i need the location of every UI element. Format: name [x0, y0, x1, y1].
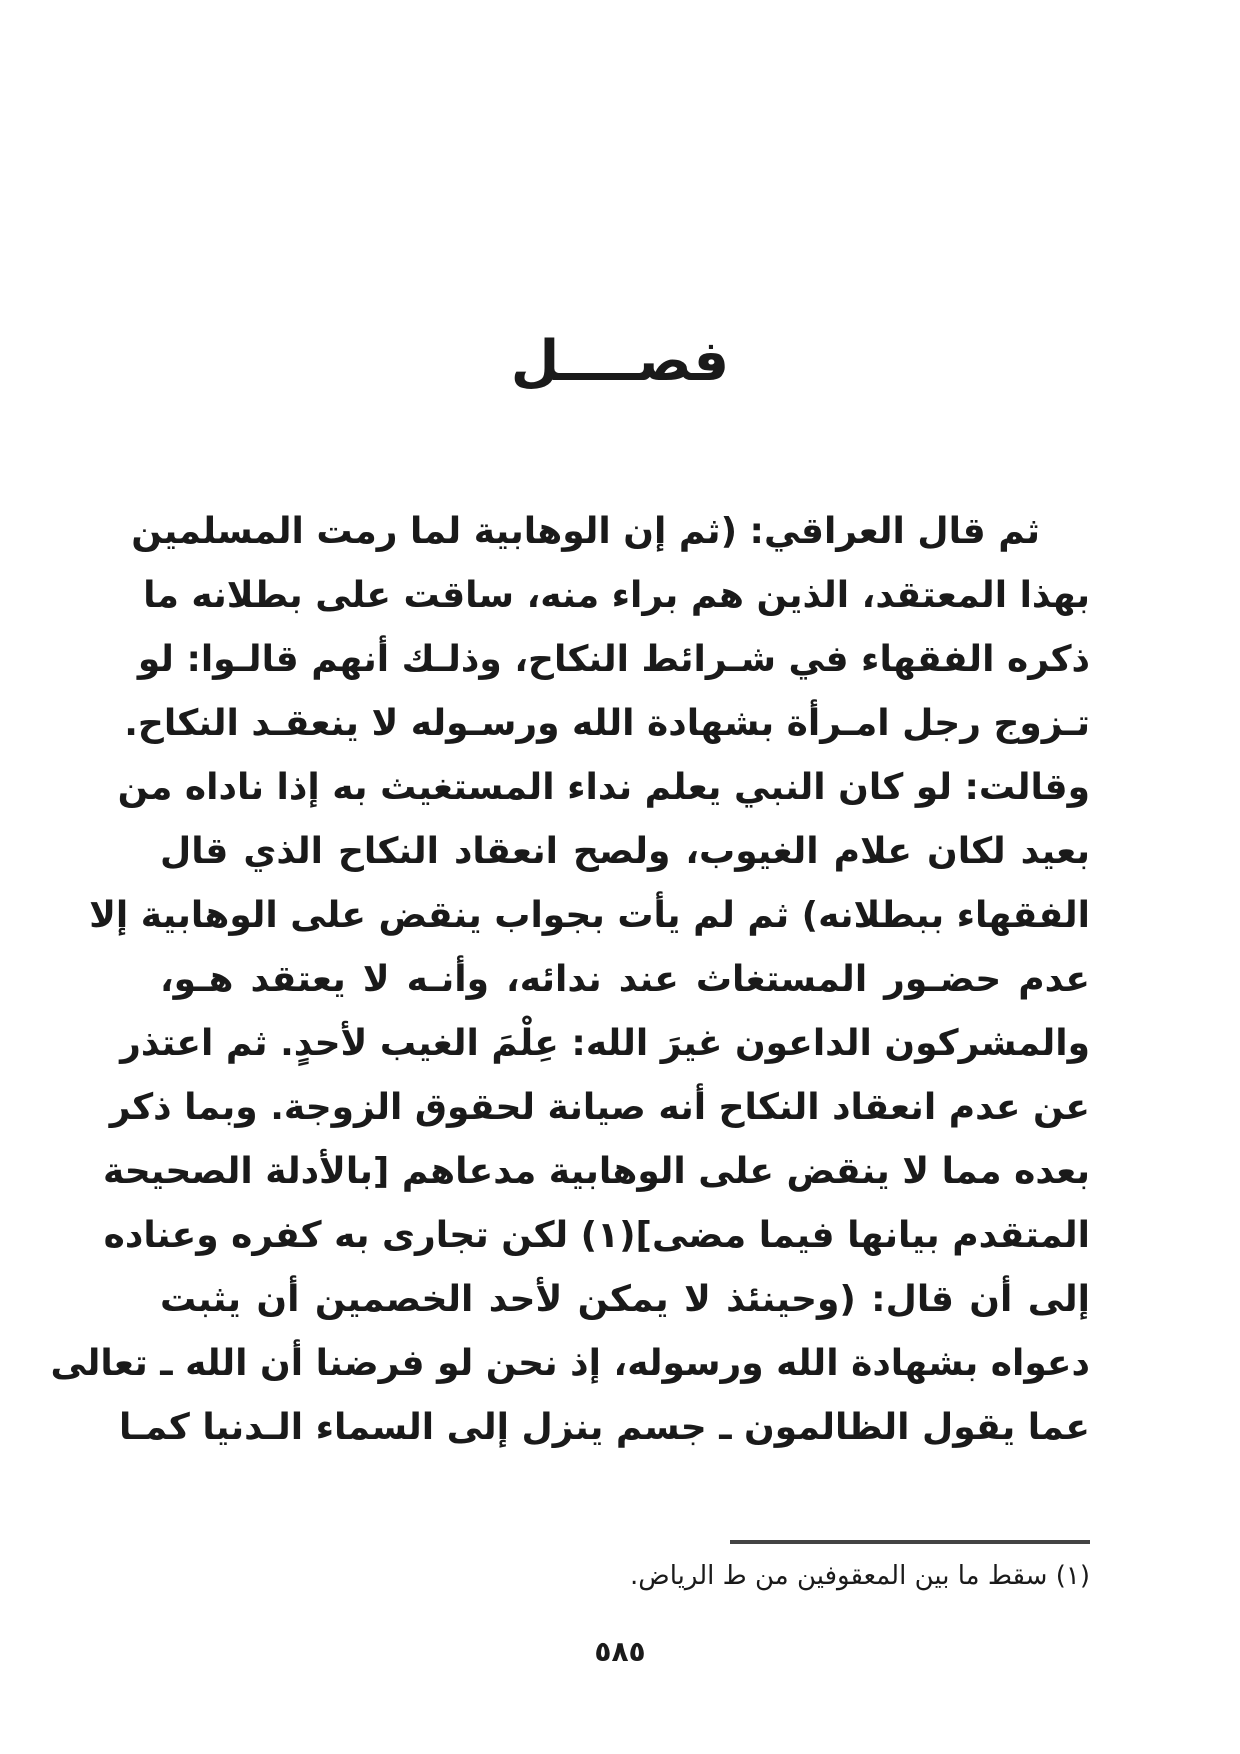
body-line: عما يقول الظالمون ـ جسم ينزل إلى السماء الـدنيا كمـا	[118, 1407, 1090, 1448]
section-heading: فصــــل	[510, 329, 730, 394]
footnote-separator	[730, 1540, 1090, 1544]
body-line: عن عدم انعقاد النكاح أنه صيانة لحقوق الزوجة. وبما ذكر	[109, 1087, 1090, 1128]
body-line: ذكره الفقهاء في شـرائط النكاح، وذلـك أنهم قالـوا: لو	[137, 639, 1090, 680]
body-line: وقالت: لو كان النبي يعلم نداء المستغيث به إذا ناداه من	[117, 767, 1090, 808]
body-line: بعيد لكان علام الغيوب، ولصح انعقاد النكاح الذي قال	[160, 831, 1090, 872]
body-text	[50, 500, 1090, 1460]
body-line: تـزوج رجل امـرأة بشهادة الله ورسـوله لا ينعقـد النكاح.	[124, 703, 1090, 744]
body-line: بعده مما لا ينقض على الوهابية مدعاهم [بالأدلة الصحيحة	[102, 1151, 1090, 1192]
body-line: بهذا المعتقد، الذين هم براء منه، ساقت على بطلانه ما	[143, 575, 1090, 616]
body-line: المتقدم بيانها فيما مضى](١) لكن تجارى به كفره وعناده	[103, 1215, 1090, 1256]
body-line: الفقهاء ببطلانه) ثم لم يأت بجواب ينقض على الوهابية إلا	[89, 895, 1090, 936]
body-line: والمشركون الداعون غيرَ الله: عِلْمَ الغيب لأحدٍ. ثم اعتذر	[120, 1023, 1090, 1064]
body-line: عدم حضـور المستغاث عند ندائه، وأنـه لا يعتقد هـو،	[160, 959, 1090, 1000]
body-line: دعواه بشهادة الله ورسوله، إذ نحن لو فرضنا أن الله ـ تعالى	[50, 1343, 1090, 1384]
body-line: إلى أن قال: (وحينئذ لا يمكن لأحد الخصمين أن يثبت	[160, 1279, 1090, 1320]
body-line: ثم قال العراقي: (ثم إن الوهابية لما رمت المسلمين	[131, 511, 1040, 552]
page-number: ٥٨٥	[594, 1635, 646, 1668]
footnote: (١) سقط ما بين المعقوفين من ط الرياض.	[630, 1561, 1090, 1591]
